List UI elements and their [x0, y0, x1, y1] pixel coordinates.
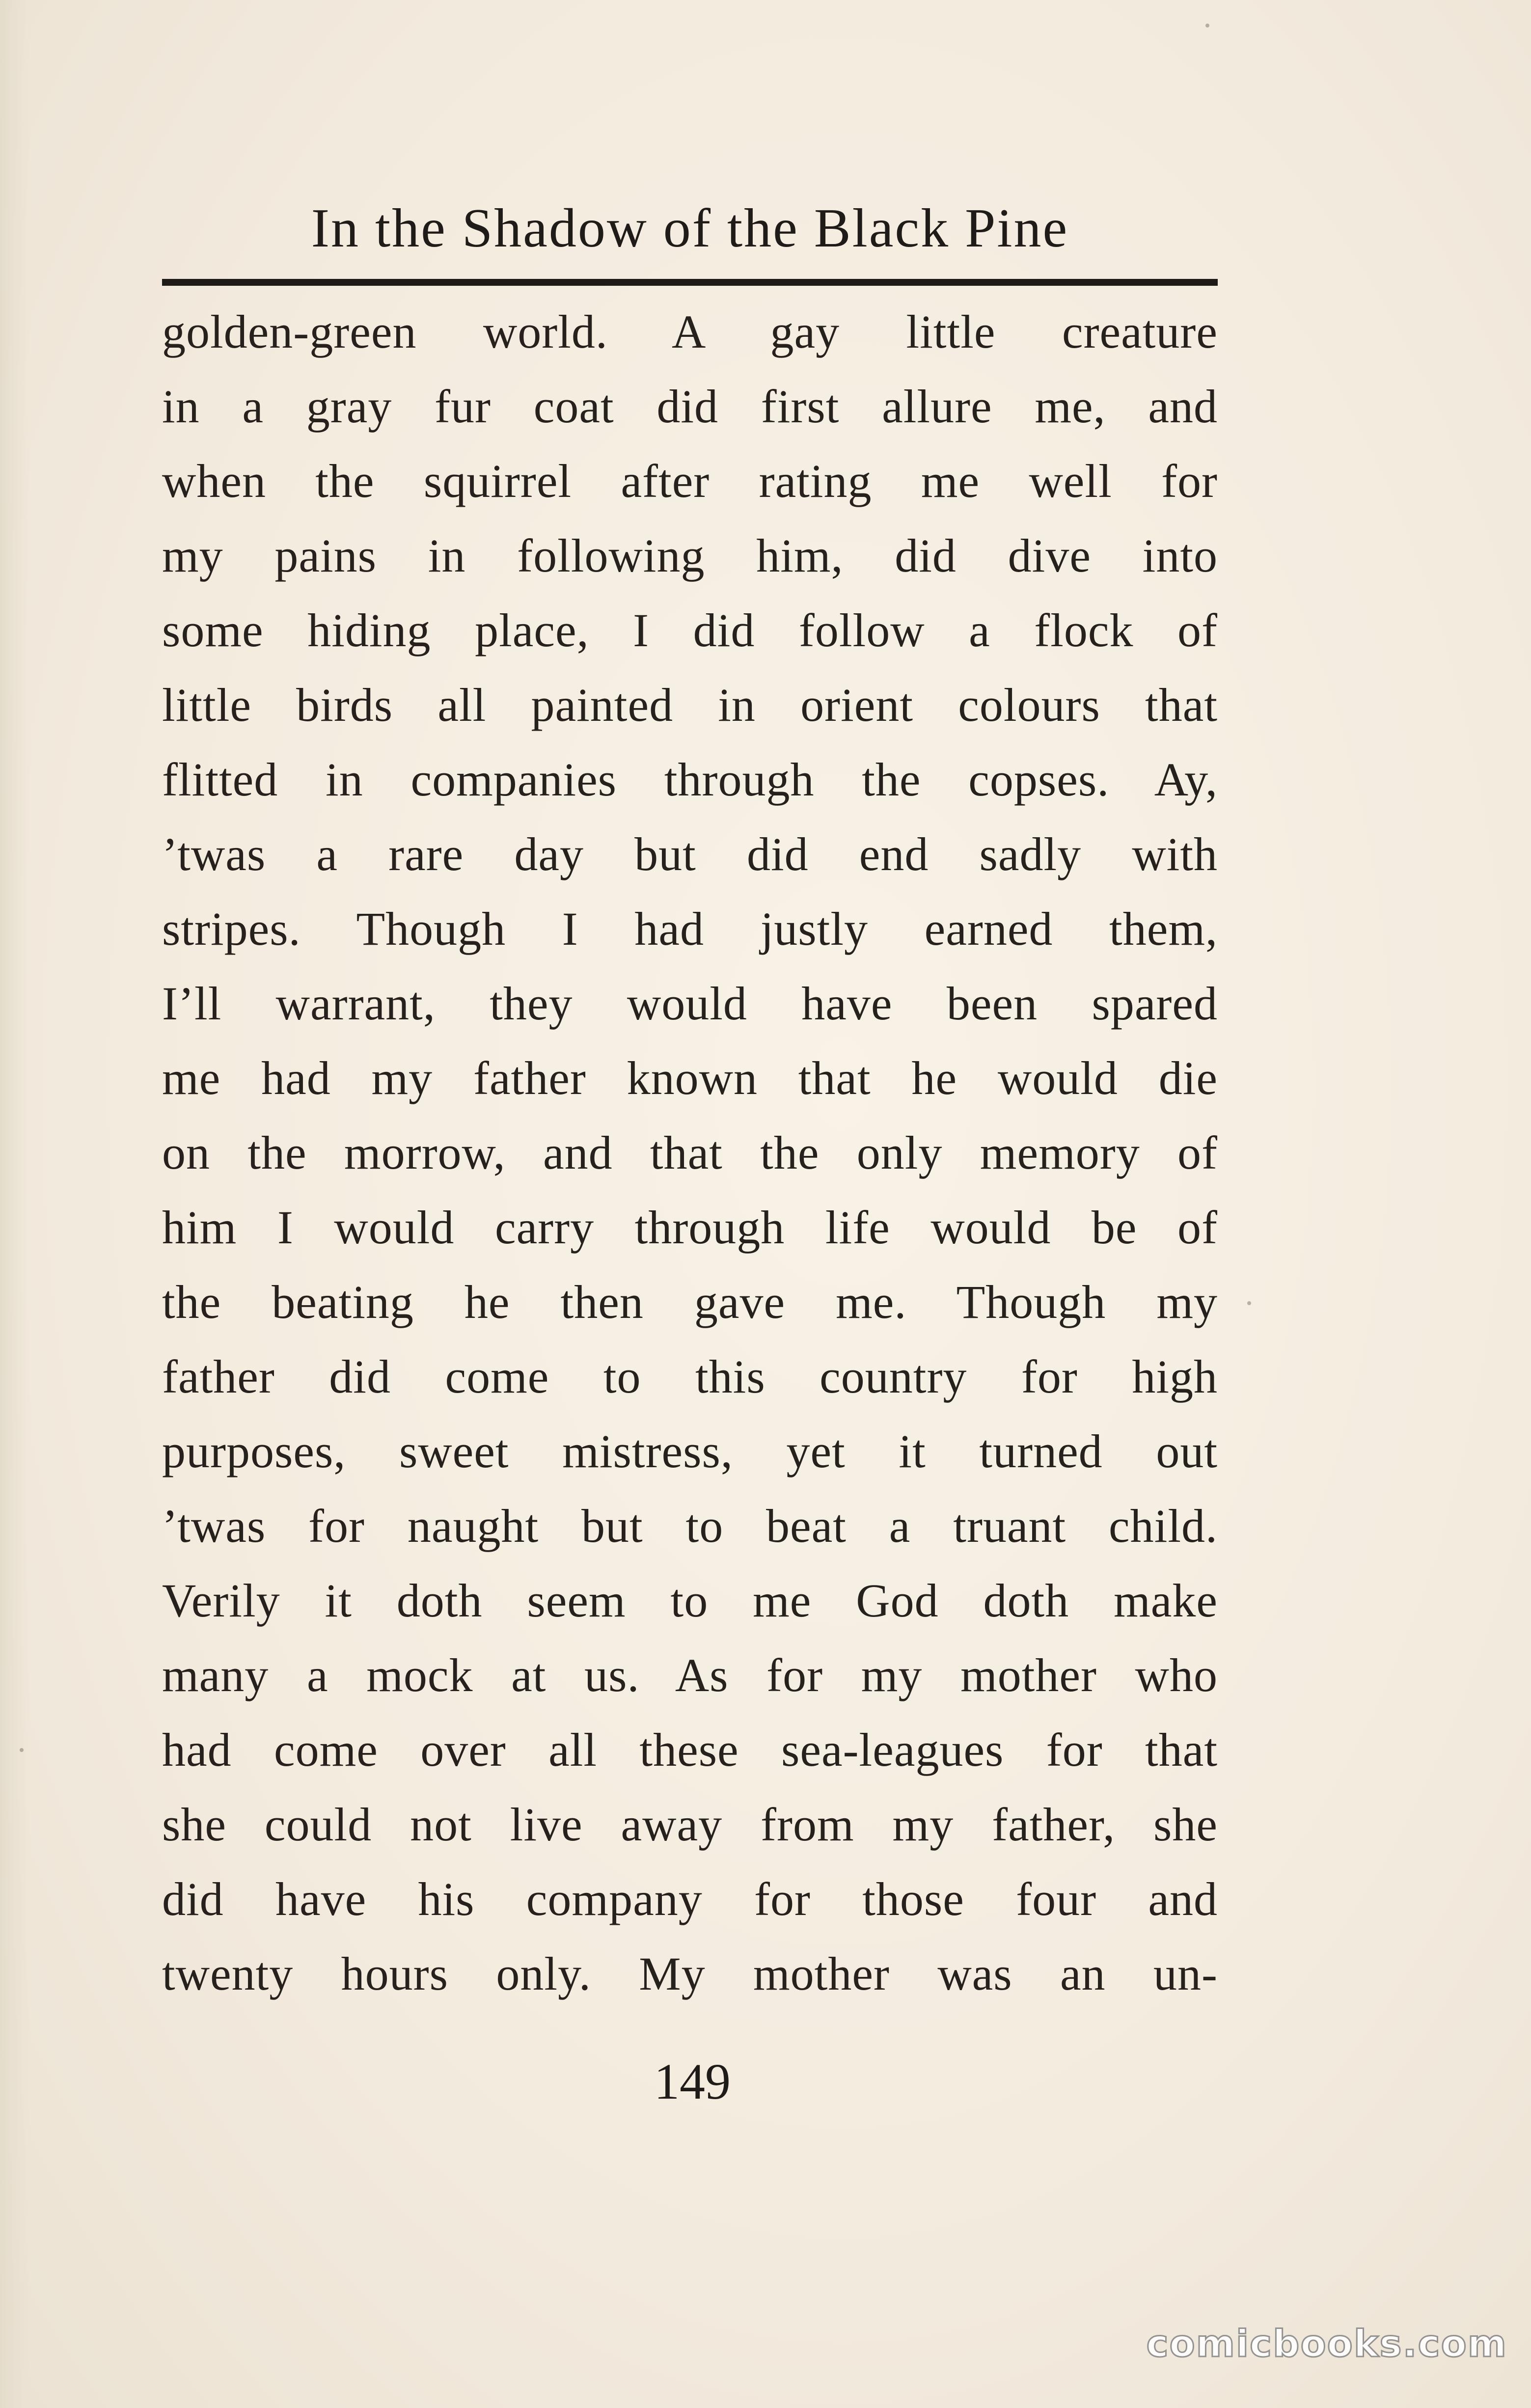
watermark: comicbooks.com	[1146, 2322, 1507, 2365]
text-line: ’twas for naught but to beat a truant child.	[162, 1500, 1218, 1552]
running-head: In the Shadow of the Black Pine	[311, 198, 1069, 259]
text-line: stripes. Though I had justly earned them,	[162, 903, 1218, 955]
paper-speck	[1247, 1301, 1251, 1305]
text-line: golden-green world. A gay little creature	[162, 305, 1218, 358]
text-line: twenty hours only. My mother was an un-	[162, 1947, 1218, 2000]
text-line: I’ll warrant, they would have been spared	[162, 977, 1218, 1030]
text-line: flitted in companies through the copses. Ay,	[162, 753, 1218, 806]
text-line: him I would carry through life would be of	[162, 1201, 1218, 1254]
body-text	[162, 295, 1218, 2011]
text-line: the beating he then gave me. Though my	[162, 1276, 1218, 1328]
paper-speck	[20, 1748, 24, 1752]
text-line: on the morrow, and that the only memory of	[162, 1126, 1218, 1179]
text-line: ’twas a rare day but did end sadly with	[162, 828, 1218, 880]
page-number: 149	[654, 2053, 731, 2110]
text-line: father did come to this country for high	[162, 1350, 1218, 1403]
text-line: purposes, sweet mistress, yet it turned out	[162, 1425, 1218, 1478]
text-line: she could not live away from my father, she	[162, 1798, 1218, 1851]
text-line: had come over all these sea-leagues for that	[162, 1724, 1218, 1776]
text-line: some hiding place, I did follow a flock of	[162, 604, 1218, 657]
paper-speck	[1205, 24, 1209, 27]
header-rule	[162, 279, 1218, 286]
text-line: little birds all painted in orient colours that	[162, 679, 1218, 731]
text-line: me had my father known that he would die	[162, 1052, 1218, 1104]
text-line: Verily it doth seem to me God doth make	[162, 1574, 1218, 1627]
text-line: my pains in following him, did dive into	[162, 529, 1218, 582]
text-line: many a mock at us. As for my mother who	[162, 1649, 1218, 1701]
text-line: did have his company for those four and	[162, 1873, 1218, 1925]
page-gutter-shadow	[0, 0, 29, 2408]
text-line: when the squirrel after rating me well for	[162, 455, 1218, 507]
text-line: in a gray fur coat did first allure me, and	[162, 380, 1218, 433]
